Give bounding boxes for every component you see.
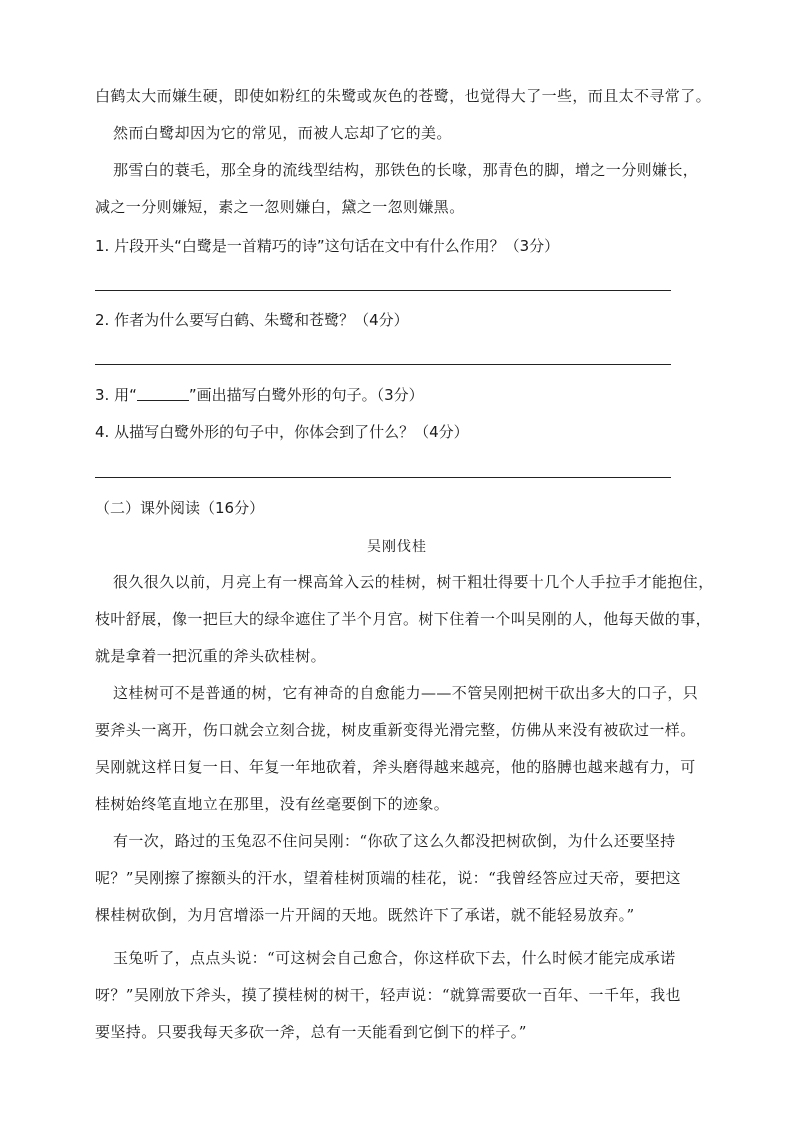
answer-line[interactable] <box>95 477 671 478</box>
answer-line[interactable] <box>95 290 671 291</box>
story-line: 呀？”吴刚放下斧头，摸了摸桂树的树干，轻声说：“就算需要砍一百年、一千年，我也 <box>95 986 681 1004</box>
passage-paragraph: 那雪白的蓑毛，那全身的流线型结构，那铁色的长喙，那青色的脚，增之一分则嫌长， <box>113 161 699 179</box>
answer-line[interactable] <box>95 364 671 365</box>
story-line: 枝叶舒展，像一把巨大的绿伞遮住了半个月宫。树下住着一个叫吴刚的人，他每天做的事， <box>95 610 712 628</box>
question-1: 1. 片段开头“白鹭是一首精巧的诗”这句话在文中有什么作用？（3分） <box>95 237 560 255</box>
story-line: 玉兔听了，点点头说：“可这树会自己愈合，你这样砍下去，什么时候才能完成承诺 <box>113 949 676 967</box>
story-line: 要斧头一离开，伤口就会立刻合拢，树皮重新变得光滑完整，仿佛从来没有被砍过一样。 <box>95 721 696 739</box>
story-line: 呢？”吴刚擦了擦额头的汗水，望着桂树顶端的桂花，说：“我曾经答应过天帝，要把这 <box>95 869 681 887</box>
passage-paragraph: 白鹤太大而嫌生硬，即使如粉红的朱鹭或灰色的苍鹭，也觉得大了一些，而且太不寻常了。 <box>95 87 712 105</box>
question-4: 4. 从描写白鹭外形的句子中，你体会到了什么？（4分） <box>95 423 469 441</box>
story-line: 很久很久以前，月亮上有一棵高耸入云的桂树，树干粗壮得要十几个人手拉手才能抱住， <box>113 573 714 591</box>
story-line: 这桂树可不是普通的树，它有神奇的自愈能力——不管吴刚把树干砍出多大的口子，只 <box>113 684 699 702</box>
story-line: 棵桂树砍倒，为月宫增添一片开阔的天地。既然许下了承诺，就不能轻易放弃。” <box>95 906 635 924</box>
passage-paragraph: 减之一分则嫌短，素之一忽则嫌白，黛之一忽则嫌黑。 <box>95 198 465 216</box>
story-line: 要坚持。只要我每天多砍一斧，总有一天能看到它倒下的样子。” <box>95 1023 527 1041</box>
section-heading: （二）课外阅读（16分） <box>95 499 265 517</box>
passage-paragraph: 然而白鹭却因为它的常见，而被人忘却了它的美。 <box>113 124 452 142</box>
story-line: 就是拿着一把沉重的斧头砍桂树。 <box>95 647 327 665</box>
story-line: 有一次，路过的玉兔忍不住问吴刚：“你砍了这么久都没把树砍倒，为什么还要坚持 <box>113 832 676 850</box>
question-2: 2. 作者为什么要写白鹤、朱鹭和苍鹭？（4分） <box>95 311 409 329</box>
question-3-prefix: 3. 用“ <box>95 386 137 404</box>
story-line: 吴刚就这样日复一日、年复一年地砍着，斧头磨得越来越亮，他的胳膊也越来越有力，可 <box>95 758 696 776</box>
story-line: 桂树始终笔直地立在那里，没有丝毫要倒下的迹象。 <box>95 795 450 813</box>
question-3-suffix: ”画出描写白鹭外形的句子。（3分） <box>188 386 424 404</box>
question-3 <box>95 385 715 405</box>
story-title: 吴刚伐桂 <box>367 539 427 555</box>
underline-blank <box>137 386 189 401</box>
